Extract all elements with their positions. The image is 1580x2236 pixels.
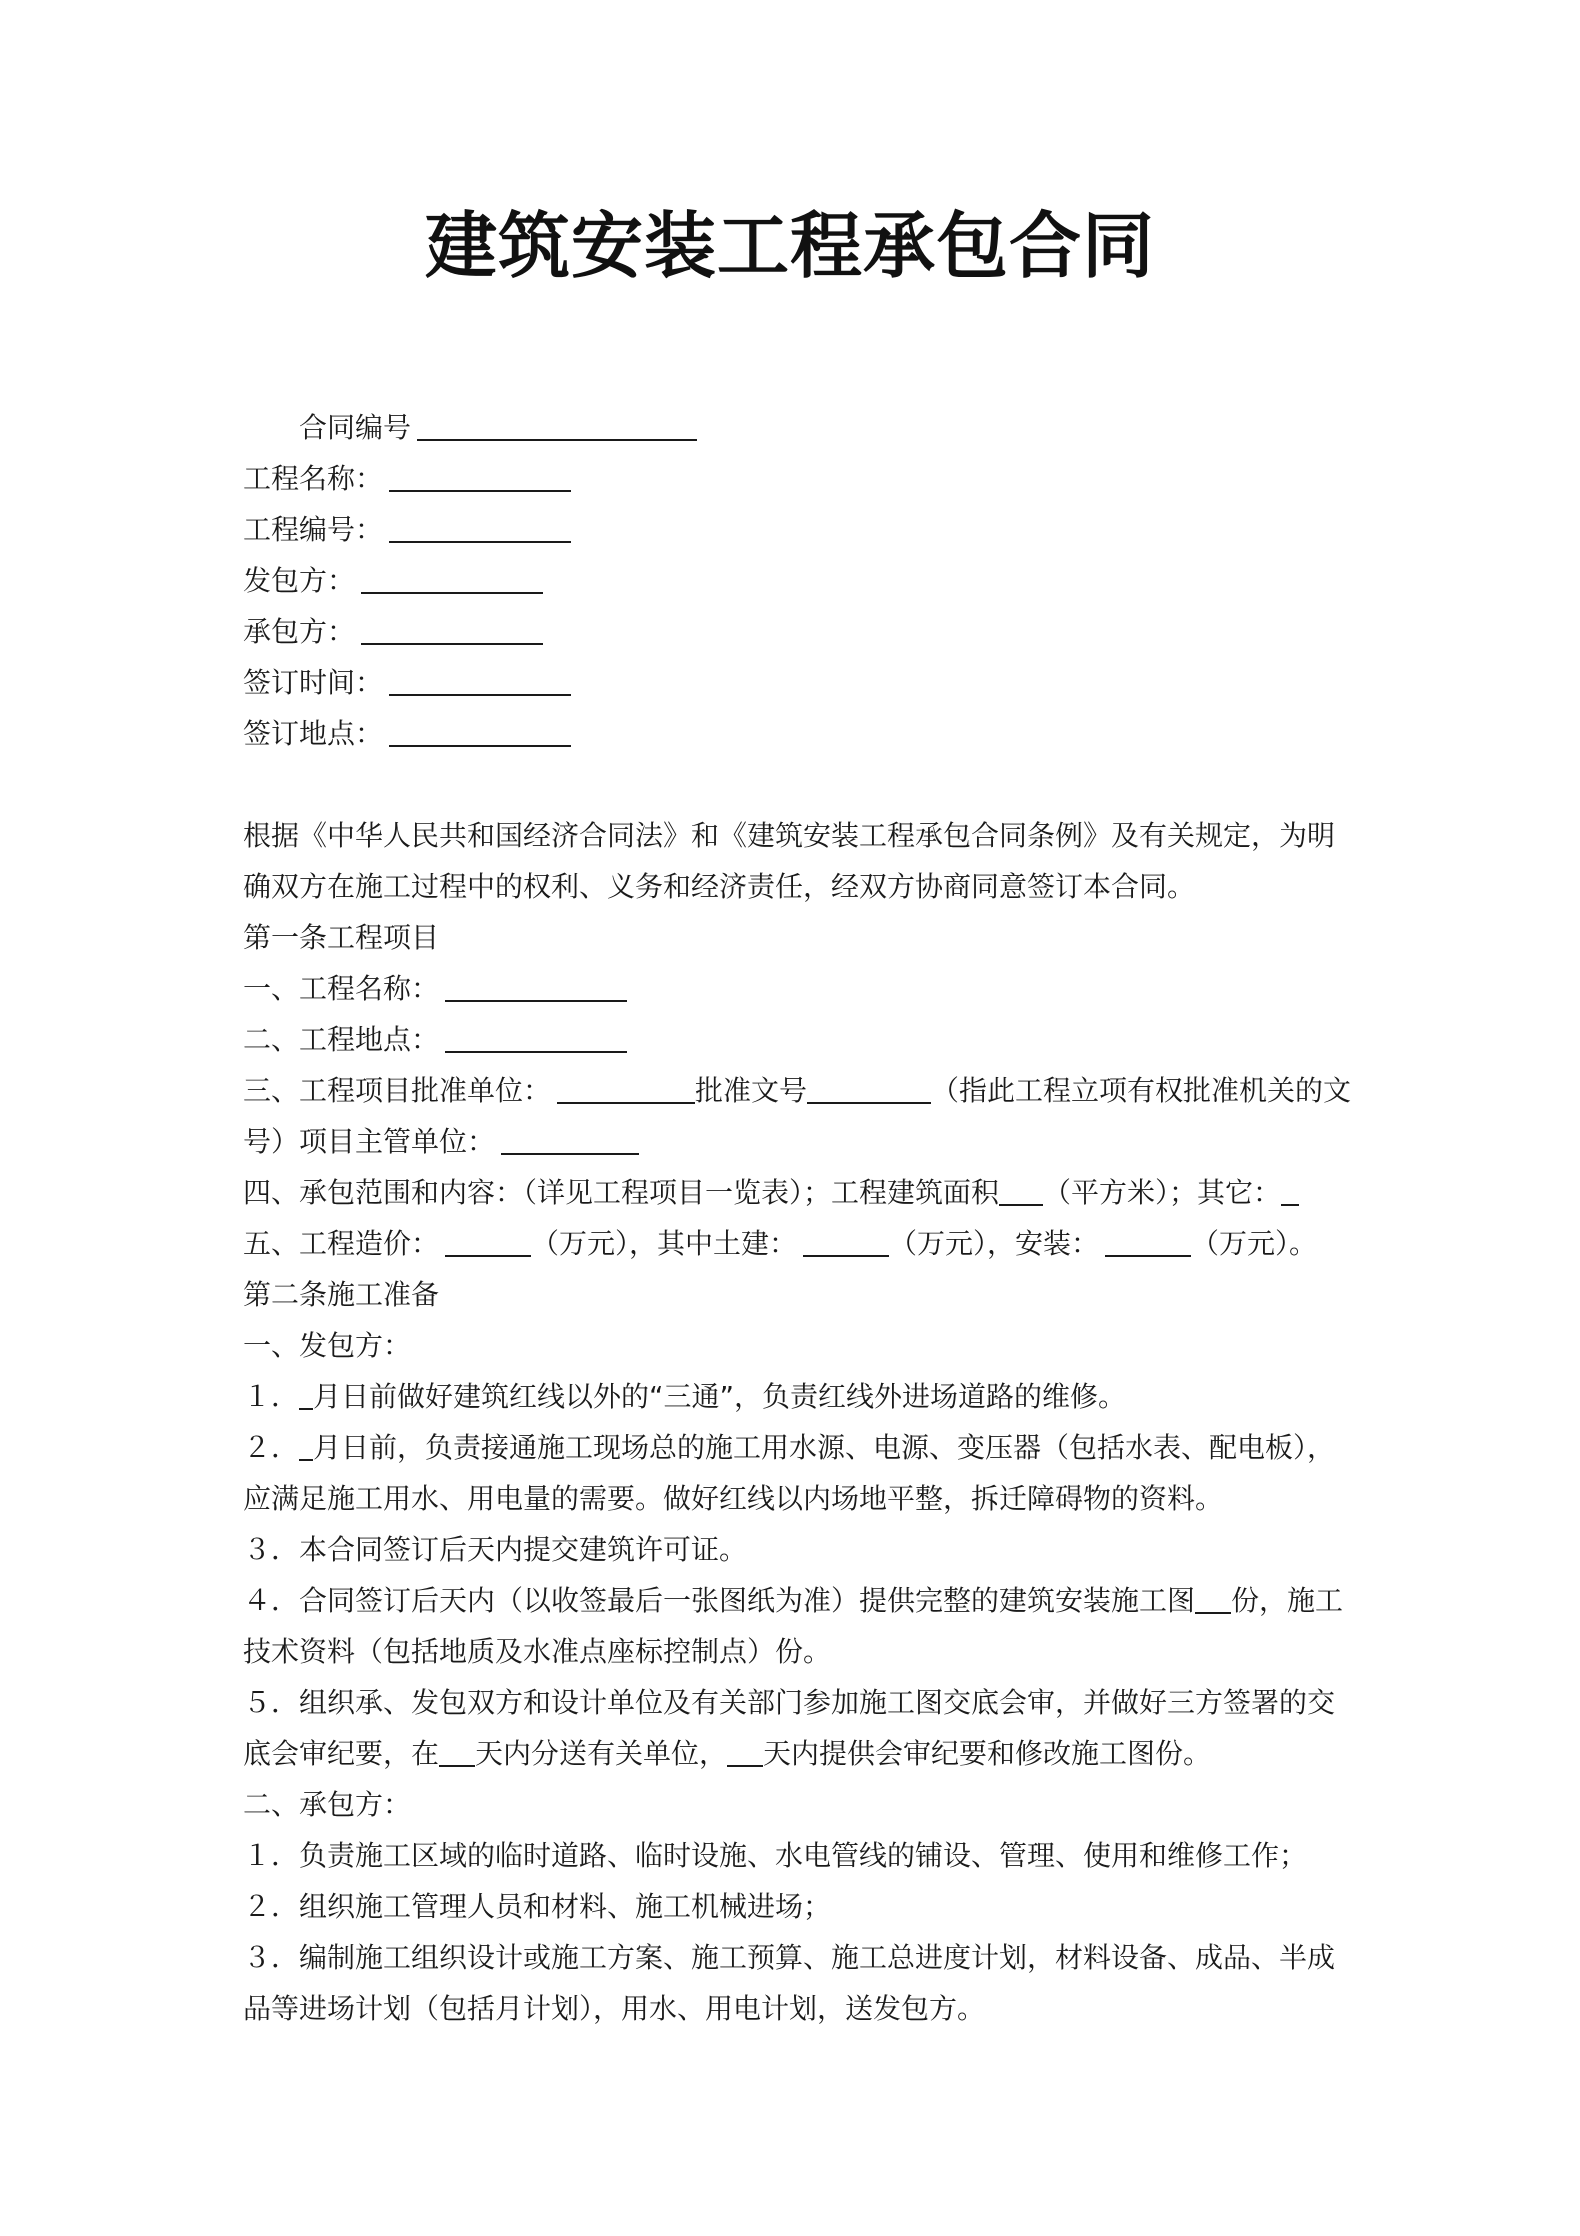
project-name-blank[interactable] [389,462,571,492]
approval-unit-blank[interactable] [557,1074,695,1104]
project-number-label: 工程编号： [243,513,384,546]
employer-item-4-cont: 技术资料（包括地质及水准点座标控制点）份。 [243,1635,832,1668]
install-cost-blank[interactable] [1105,1227,1191,1257]
civil-cost-label: （万元），其中土建： [531,1227,798,1260]
total-cost-blank[interactable] [445,1227,531,1257]
article-1-item-3-cont [243,1116,1355,1167]
sign-place-blank[interactable] [389,717,571,747]
install-cost-label: （万元），安装： [889,1227,1100,1260]
approval-doc-blank[interactable] [807,1074,931,1104]
drawing-copies-blank[interactable] [1195,1584,1231,1614]
employer-item-2 [243,1422,1355,1473]
employer-item-1-text: 月日前做好建筑红线以外的“三通”，负责红线外进场道路的维修。 [313,1380,1127,1413]
approval-note: （指此工程立项有权批准机关的文 [931,1074,1352,1107]
employer-item-1 [243,1371,1355,1422]
contractor-label: 承包方： [243,615,356,648]
article-1-project-name-blank[interactable] [445,972,627,1002]
preamble-line-1: 根据《中华人民共和国经济合同法》和《建筑安装工程承包合同条例》及有关规定，为明 [243,819,1336,852]
supervising-unit-label: 号）项目主管单位： [243,1125,496,1158]
employer-item-4-text: ４．合同签订后天内（以收签最后一张图纸为准）提供完整的建筑安装施工图 [243,1584,1196,1617]
employer-item-4-text-2: 份，施工 [1231,1584,1344,1617]
cost-label: 五、工程造价： [243,1227,440,1260]
employer-item-3: ３．本合同签订后天内提交建筑许可证。 [243,1533,748,1566]
sign-date-blank[interactable] [389,666,571,696]
project-number-blank[interactable] [389,513,571,543]
approval-unit-label: 三、工程项目批准单位： [243,1074,552,1107]
contractor-blank[interactable] [361,615,543,645]
contractor-heading: 二、承包方： [243,1788,412,1821]
sign-date-row [243,657,1355,708]
preamble-line-2: 确双方在施工过程中的权利、义务和经济责任，经双方协商同意签订本合同。 [243,870,1196,903]
employer-item-1-number: １． [243,1380,300,1413]
employer-item-5-text-3: 天内提供会审纪要和修改施工图份。 [763,1737,1212,1770]
article-1-item-4 [243,1167,1355,1218]
employer-heading: 一、发包方： [243,1329,412,1362]
minutes-days-blank[interactable] [727,1737,763,1767]
install-cost-unit: （万元）。 [1191,1227,1318,1260]
scope-label: 四、承包范围和内容：（详见工程项目一览表）；工程建筑面积 [243,1176,1000,1209]
employer-item-1-blank[interactable] [299,1380,313,1410]
employer-item-2-cont: 应满足施工用水、用电量的需要。做好红线以内场地平整，拆迁障碍物的资料。 [243,1482,1224,1515]
employer-item-5-text: 底会审纪要，在 [243,1737,440,1770]
contractor-row [243,606,1355,657]
sign-date-label: 签订时间： [243,666,384,699]
distribution-days-blank[interactable] [439,1737,475,1767]
project-name-label: 工程名称： [243,462,384,495]
scope-other-blank[interactable] [1281,1176,1299,1206]
contractor-item-2: ２．组织施工管理人员和材料、施工机械进场； [243,1890,832,1923]
employer-item-5-text-2: 天内分送有关单位， [475,1737,728,1770]
article-1-item-1-label: 一、工程名称： [243,972,440,1005]
contractor-item-1: １．负责施工区域的临时道路、临时设施、水电管线的铺设、管理、使用和维修工作； [243,1839,1308,1872]
document-body [243,402,1355,2034]
sign-place-row [243,708,1355,759]
employer-item-2-blank[interactable] [299,1431,313,1461]
sign-place-label: 签订地点： [243,717,384,750]
scope-other-label: （平方米）；其它： [1043,1176,1282,1209]
contractor-item-3-cont: 品等进场计划（包括月计划），用水、用电计划，送发包方。 [243,1992,986,2025]
supervising-unit-blank[interactable] [501,1125,639,1155]
contract-number-blank[interactable] [417,411,697,441]
project-number-row [243,504,1355,555]
employer-blank[interactable] [361,564,543,594]
article-1-project-location-blank[interactable] [445,1023,627,1053]
employer-label: 发包方： [243,564,356,597]
article-1-item-2 [243,1014,1355,1065]
employer-row [243,555,1355,606]
employer-item-2-text: 月日前，负责接通施工现场总的施工用水源、电源、变压器（包括水表、配电板）， [313,1431,1336,1464]
article-1-item-2-label: 二、工程地点： [243,1023,440,1056]
contractor-item-3: ３．编制施工组织设计或施工方案、施工预算、施工总进度计划，材料设备、成品、半成 [243,1941,1336,1974]
civil-cost-blank[interactable] [803,1227,889,1257]
spacer [243,759,1355,810]
document-title: 建筑安装工程承包合同 [424,204,1155,288]
article-1-item-1 [243,963,1355,1014]
building-area-blank[interactable] [999,1176,1043,1206]
article-1-heading: 第一条工程项目 [243,921,440,954]
employer-item-5-cont [243,1728,1355,1779]
article-2-heading: 第二条施工准备 [243,1278,440,1311]
project-name-row [243,453,1355,504]
article-1-item-5 [243,1218,1355,1269]
employer-item-4 [243,1575,1355,1626]
employer-item-5: ５．组织承、发包双方和设计单位及有关部门参加施工图交底会审，并做好三方签署的交 [243,1686,1336,1719]
article-1-item-3 [243,1065,1355,1116]
contract-number-row [243,402,1355,453]
contract-number-label: 合同编号 [299,411,412,444]
employer-item-2-number: ２． [243,1431,300,1464]
approval-doc-label: 批准文号 [695,1074,808,1107]
